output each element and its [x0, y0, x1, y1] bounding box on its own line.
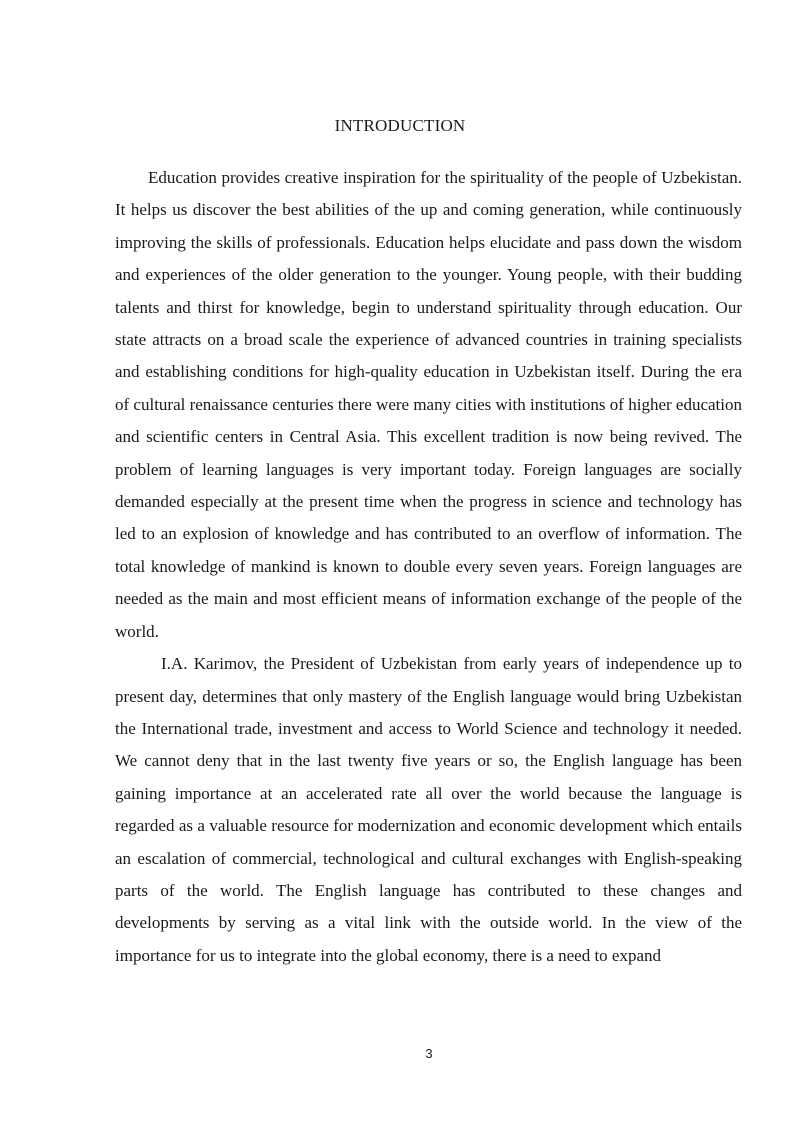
paragraph-1: Education provides creative inspiration for the spirituality of the people of Uzbekistan. It helps us discover the best abilities of the up and coming generation, while continuously improving the skills of professionals. Education helps elucidate and pass down the wisdom and experiences of the older generation to the younger. Young people, with their budding talents and thirst for knowledge, begin to understand spirituality through education. Our state attracts on a broad scale the experience of advanced countries in training specialists and establishing conditions for high-quality education in Uzbekistan itself. During the era of cultural renaissance centuries there were many cities with institutions of higher education and scientific centers in Central Asia. This excellent tradition is now being revived. The problem of learning languages is very important today. Foreign languages are socially demanded especially at the present time when the progress in science and technology has led to an explosion of knowledge and has contributed to an overflow of information. The total knowledge of mankind is known to double every seven years. Foreign languages are needed as the main and most efficient means of information exchange of the people of the world.	[115, 168, 742, 641]
page-title: INTRODUCTION	[334, 116, 466, 135]
paragraph-2: I.A. Karimov, the President of Uzbekistan from early years of independence up to present day, determines that only mastery of the English language would bring Uzbekistan the International trade, investment and access to World Science and technology it needed. We cannot deny that in the last twenty five years or so, the English language has been gaining importance at an accelerated rate all over the world because the language is regarded as a valuable resource for modernization and economic development which entails an escalation of commercial, technological and cultural exchanges with English-speaking parts of the world. The English language has contributed to these changes and developments by serving as a vital link with the outside world. In the view of the importance for us to integrate into the global economy, there is a need to expand	[115, 654, 742, 965]
body-text	[115, 162, 742, 972]
page-number: 3	[425, 1046, 433, 1061]
